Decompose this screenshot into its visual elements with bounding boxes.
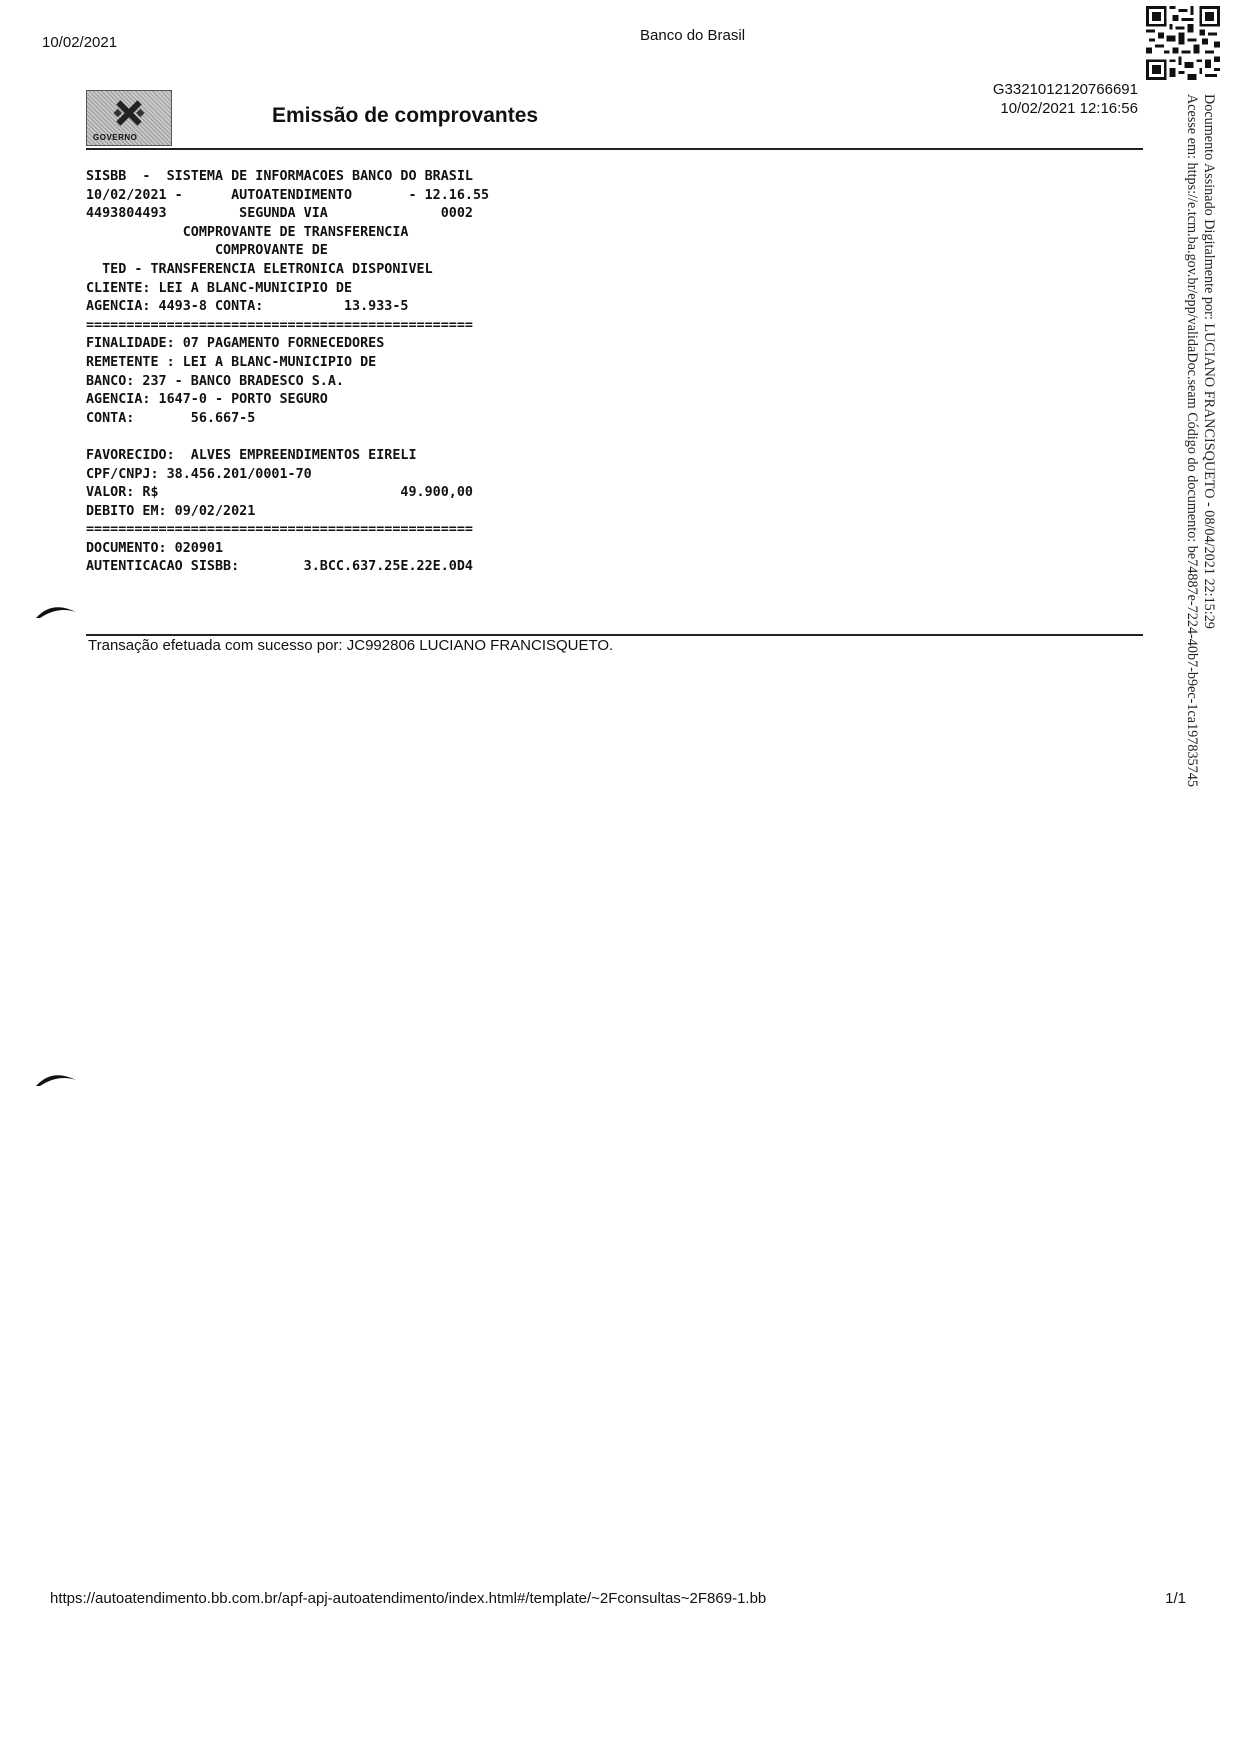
success-divider <box>86 634 1143 636</box>
punch-hole-mark <box>34 598 78 620</box>
punch-hole-mark <box>34 1066 78 1088</box>
receipt-line: CPF/CNPJ: 38.456.201/0001-70 <box>86 466 312 482</box>
receipt-line: FAVORECIDO: ALVES EMPREENDIMENTOS EIRELI <box>86 447 417 463</box>
print-date: 10/02/2021 <box>42 34 118 51</box>
receipt-line: VALOR: R$ 49.900,00 <box>86 485 473 501</box>
page-url: https://autoatendimento.bb.com.br/apf-apj-autoatendimento/index.html#/template/~2Fconsultas~2F869-1.bb <box>50 1590 767 1607</box>
receipt-line: ================================================ <box>86 317 473 333</box>
receipt-line: DOCUMENTO: 020901 <box>86 540 224 556</box>
receipt-line: CLIENTE: LEI A BLANC-MUNICIPIO DE <box>86 280 353 296</box>
receipt-line: CONTA: 56.667-5 <box>86 410 256 426</box>
validation-line: Acesse em: https://e.tcm.ba.gov.br/epp/validaDoc.seam Código do documento: be74887e-7224-40b7-b9ec-1ca197835745 <box>1184 94 1200 787</box>
success-message: Transação efetuada com sucesso por: JC992806 LUCIANO FRANCISQUETO. <box>88 637 614 654</box>
receipt-line: TED - TRANSFERENCIA ELETRONICA DISPONIVEL <box>86 261 433 277</box>
receipt-line: ================================================ <box>86 522 473 538</box>
receipt-line: BANCO: 237 - BANCO BRADESCO S.A. <box>86 373 344 389</box>
qr-code-icon <box>1146 6 1220 80</box>
page-title: Emissão de comprovantes <box>272 104 539 127</box>
receipt-line: AGENCIA: 1647-0 - PORTO SEGURO <box>86 392 328 408</box>
receipt-line: FINALIDADE: 07 PAGAMENTO FORNECEDORES <box>86 336 385 352</box>
receipt-line <box>86 428 489 447</box>
logo-caption: GOVERNO <box>93 133 138 142</box>
receipt-line: 10/02/2021 - AUTOATENDIMENTO - 12.16.55 <box>86 187 490 203</box>
header-divider <box>86 148 1143 150</box>
signature-line: Documento Assinado Digitalmente por: LUCIANO FRANCISQUETO - 08/04/2021 22:15:29 <box>1201 94 1217 629</box>
receipt-line: COMPROVANTE DE <box>86 243 328 259</box>
receipt-line: AGENCIA: 4493-8 CONTA: 13.933-5 <box>86 299 409 315</box>
receipt-line: REMETENTE : LEI A BLANC-MUNICIPIO DE <box>86 354 377 370</box>
receipt-line: AUTENTICACAO SISBB: 3.BCC.637.25E.22E.0D4 <box>86 559 473 575</box>
reference-code: G3321012120766691 <box>992 81 1138 98</box>
receipt-text <box>86 168 489 577</box>
banco-do-brasil-logo <box>86 90 172 146</box>
receipt-line: DEBITO EM: 09/02/2021 <box>86 503 256 519</box>
receipt-line: COMPROVANTE DE TRANSFERENCIA <box>86 224 409 240</box>
print-bank-name: Banco do Brasil <box>640 27 746 44</box>
receipt-line: 4493804493 SEGUNDA VIA 0002 <box>86 206 473 222</box>
reference-datetime: 10/02/2021 12:16:56 <box>1000 100 1138 117</box>
receipt-line: SISBB - SISTEMA DE INFORMACOES BANCO DO BRASIL <box>86 169 473 184</box>
digital-signature-watermark <box>1183 94 1217 914</box>
reference-block <box>993 80 1138 118</box>
page-number: 1/1 <box>1165 1590 1186 1607</box>
